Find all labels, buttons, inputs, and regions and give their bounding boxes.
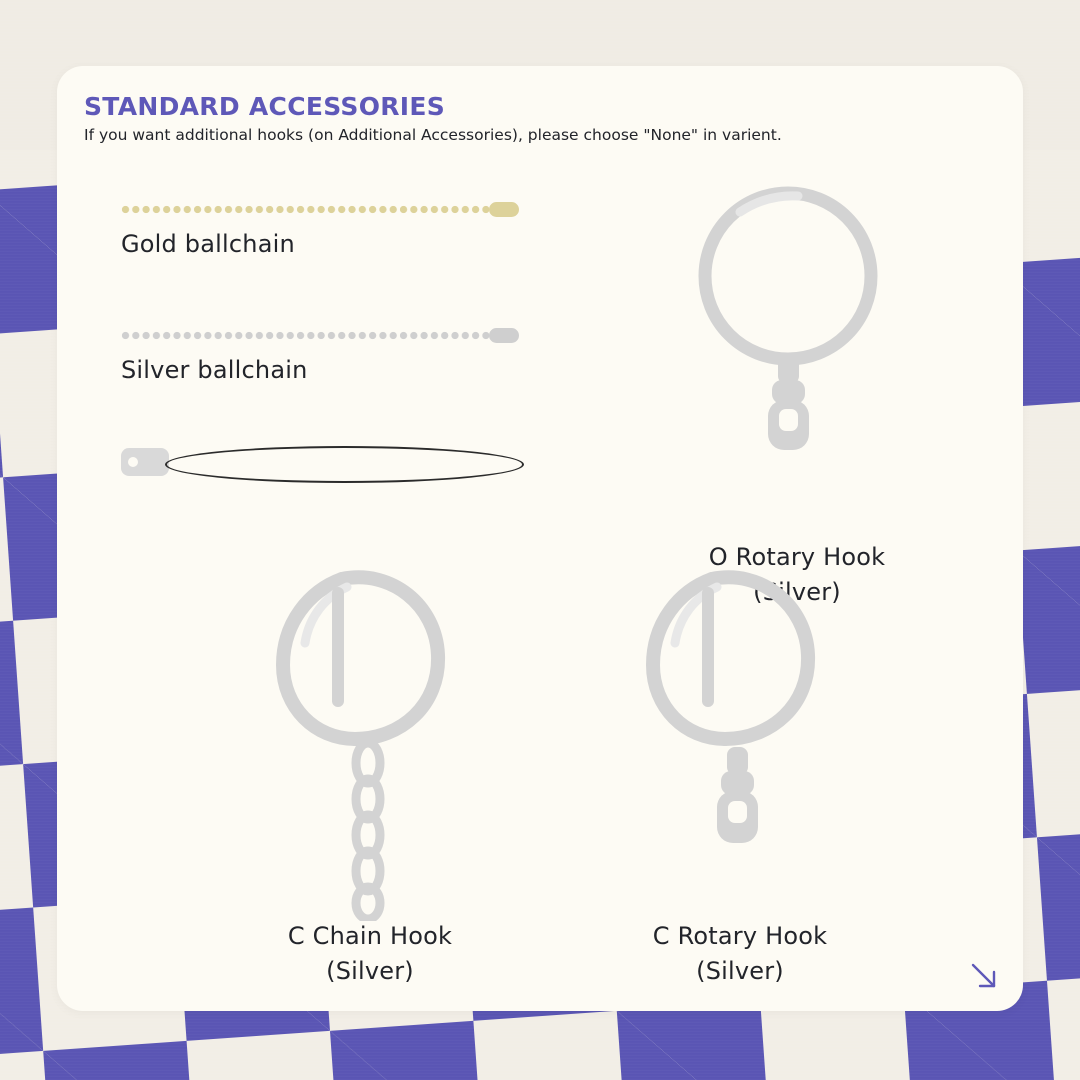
c-chain-hook-icon	[205, 551, 535, 921]
ballchain-icon	[121, 200, 519, 218]
figure-c-chain-hook	[205, 551, 535, 989]
page-title: STANDARD ACCESSORIES	[84, 92, 446, 121]
ballchain-clasp	[489, 328, 519, 343]
list-item-silver-ballchain	[121, 326, 519, 384]
page-subtitle: If you want additional hooks (on Additional Accessories), please choose "None" in varient.	[84, 126, 782, 144]
ballchain-clasp	[489, 202, 519, 217]
ballchain-beads	[121, 331, 489, 340]
c-chain-hook-caption-line2: (Silver)	[326, 956, 414, 985]
c-chain-hook-caption-line1: C Chain Hook	[287, 922, 453, 950]
c-rotary-hook-icon	[575, 551, 905, 921]
c-rotary-hook-caption-line1: C Rotary Hook	[652, 922, 828, 950]
oval-bangle-icon	[121, 435, 521, 495]
list-item-gold-ballchain	[121, 200, 519, 258]
figure-o-rotary-hook	[632, 166, 962, 610]
ballchain-icon	[121, 326, 519, 344]
arrow-down-right-icon	[967, 959, 1001, 993]
o-rotary-hook-icon	[632, 166, 962, 546]
ballchain-beads	[121, 205, 489, 214]
silver-ballchain-label: Silver ballchain	[121, 356, 308, 384]
c-rotary-hook-caption-line2: (Silver)	[696, 956, 784, 985]
oval-bangle-clasp	[121, 448, 169, 476]
o-rotary-hook-caption-line1: O Rotary Hook	[708, 543, 886, 571]
gold-ballchain-label: Gold ballchain	[121, 230, 295, 258]
oval-bangle-ring	[165, 446, 524, 483]
accessories-card	[57, 66, 1023, 1011]
o-rotary-hook-caption-line2: (Silver)	[753, 577, 841, 606]
figure-c-rotary-hook	[575, 551, 905, 989]
